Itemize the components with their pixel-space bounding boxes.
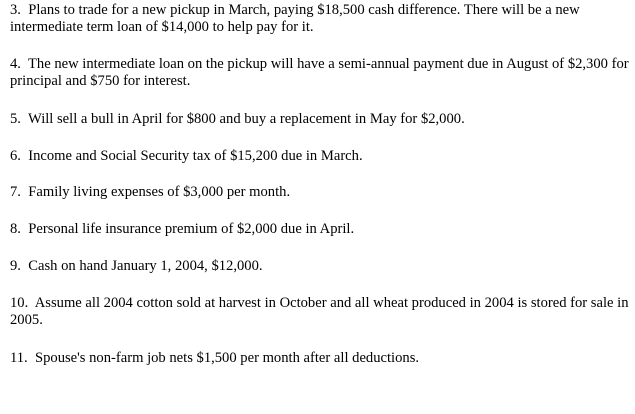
list-item-11	[10, 350, 630, 367]
list-item-9	[10, 258, 630, 275]
list-item-3	[10, 2, 630, 36]
list-item-6	[10, 148, 630, 165]
item-number: 3.	[10, 2, 21, 18]
item-text: Family living expenses of $3,000 per month.	[28, 184, 291, 200]
list-item-8	[10, 221, 630, 238]
list-item-7	[10, 184, 630, 201]
item-text: Cash on hand January 1, 2004, $12,000.	[28, 258, 263, 274]
item-text: Spouse's non-farm job nets $1,500 per month after all deductions.	[35, 350, 420, 366]
item-text: Will sell a bull in April for $800 and buy a replacement in May for $2,000.	[28, 111, 465, 127]
item-number: 9.	[10, 258, 21, 274]
item-number: 8.	[10, 221, 21, 237]
item-number: 6.	[10, 148, 21, 164]
list-item-5	[10, 111, 630, 128]
item-number: 4.	[10, 56, 21, 72]
item-text: The new intermediate loan on the pickup will have a semi-annual payment due in August of $2,300 for principal and $750 for interest.	[10, 56, 629, 89]
list-item-10	[10, 295, 630, 329]
item-number: 11.	[10, 350, 28, 366]
item-number: 7.	[10, 184, 21, 200]
item-text: Personal life insurance premium of $2,000 due in April.	[28, 221, 355, 237]
item-text: Income and Social Security tax of $15,200 due in March.	[28, 148, 363, 164]
item-text: Plans to trade for a new pickup in March, paying $18,500 cash difference. There will be a new intermediate term loan of $14,000 to help pay for it.	[10, 2, 580, 35]
item-number: 10.	[10, 295, 29, 311]
item-number: 5.	[10, 111, 21, 127]
item-text: Assume all 2004 cotton sold at harvest in October and all wheat produced in 2004 is stored for sale in 2005.	[10, 295, 629, 328]
list-item-4	[10, 56, 630, 90]
